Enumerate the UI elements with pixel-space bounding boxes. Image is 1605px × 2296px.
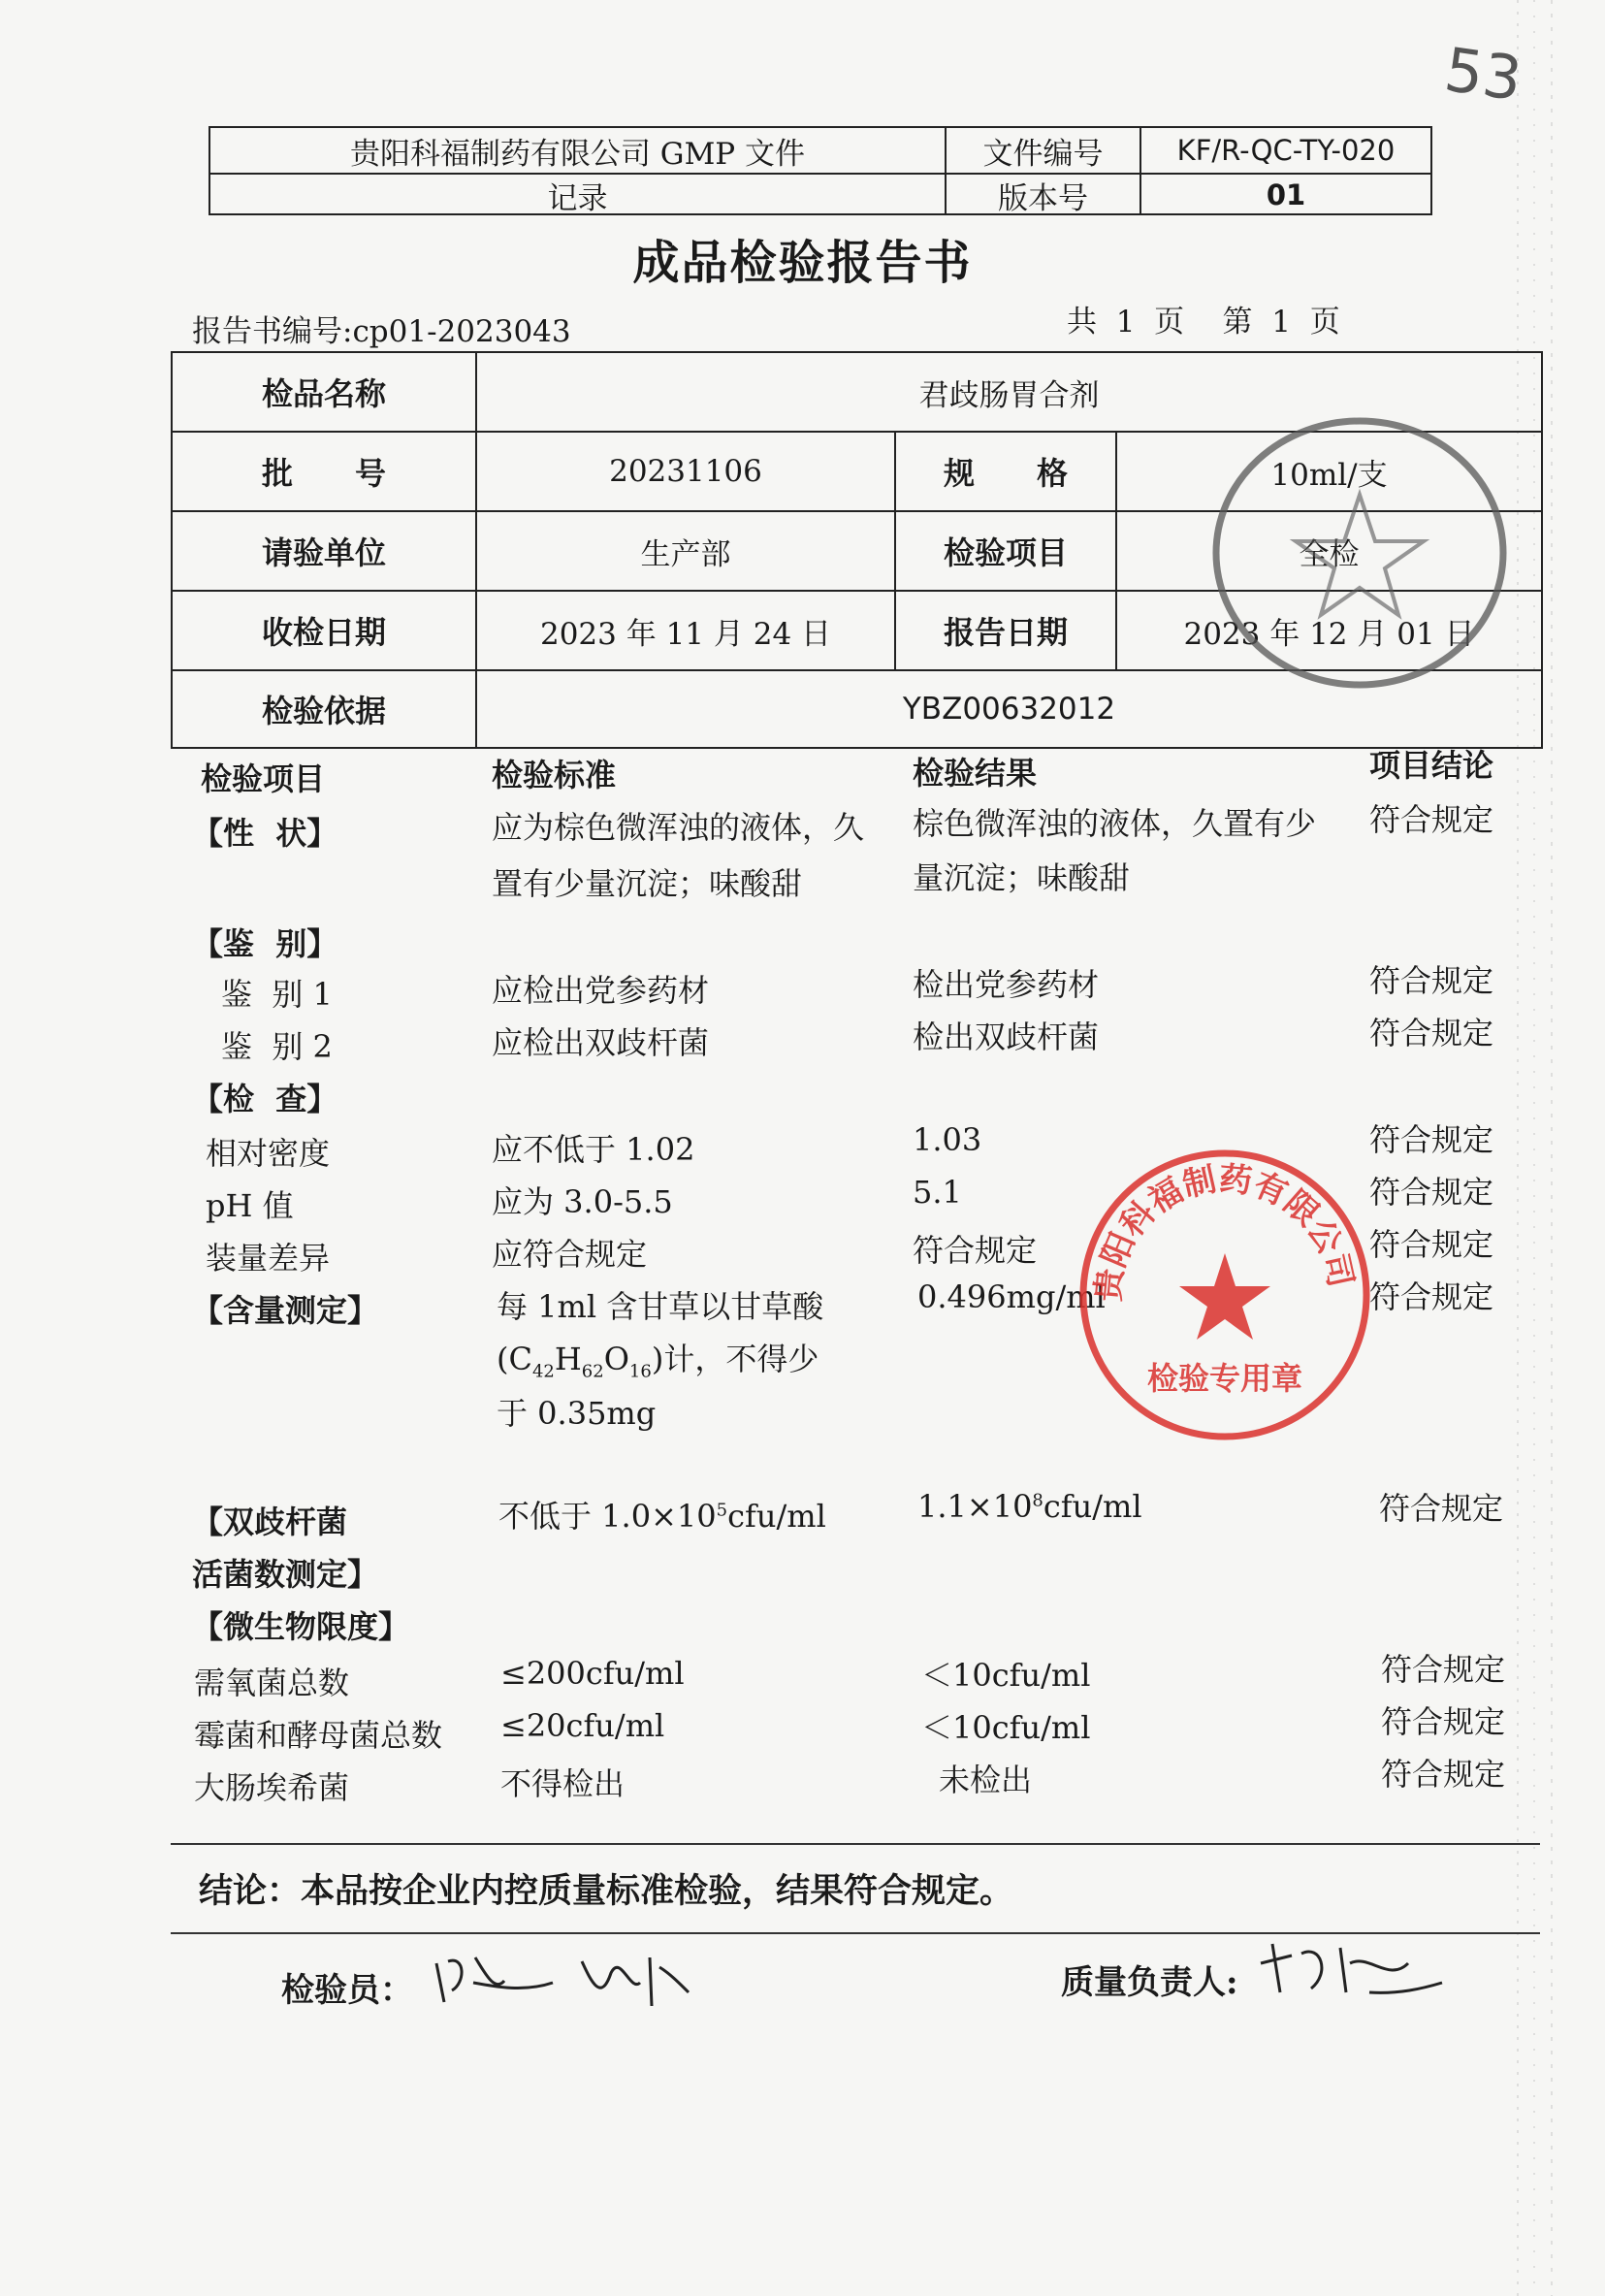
doc-no-label: 文件编号 [982,136,1104,172]
doc-type: 记录 [547,180,608,216]
fill-standard: 应符合规定 [492,1236,648,1273]
inspection-seal-red [1075,1145,1375,1445]
ecoli-label: 大肠埃希菌 [194,1769,350,1806]
report-date: 2023 年 12 月 01 日 [1183,616,1475,652]
document-header-table [209,126,1432,215]
item-value: 全检 [1299,536,1360,572]
assay-result: 0.496mg/ml [917,1278,1106,1315]
ecoli-standard: 不得检出 [500,1765,626,1802]
assay-conclusion: 符合规定 [1369,1278,1494,1315]
density-result: 1.03 [913,1121,982,1158]
svg-text:检验专用章: 检验专用章 [1146,1360,1303,1397]
bifido-label-2: 活菌数测定】 [192,1556,379,1593]
bifido-result: $1.1\times 10^8cfu/ml$ [917,1488,1142,1525]
check-label: 【检 查】 [192,1081,338,1117]
page-count: 共 1 页 第 1 页 [1067,305,1340,340]
col-standard: 检验标准 [492,757,617,793]
mold-label: 霉菌和酵母菌总数 [194,1717,443,1754]
density-standard: 应不低于 1.02 [492,1131,695,1168]
col-result: 检验结果 [913,755,1038,792]
ident1-conclusion: 符合规定 [1369,962,1494,999]
assay-label: 【含量测定】 [192,1292,379,1329]
appearance-standard-1: 应为棕色微浑浊的液体，久 [492,809,865,846]
company-name: 贵阳科福制药有限公司 GMP 文件 [349,136,806,172]
ecoli-result: 未检出 [939,1762,1033,1798]
ph-label: pH 值 [206,1187,294,1224]
density-conclusion: 符合规定 [1369,1121,1494,1158]
version-no: 01 [1266,178,1306,211]
recv-date-label: 收检日期 [261,614,386,651]
col-conclusion: 项目结论 [1369,747,1494,784]
quality-head-label: 质量负责人: [1061,1963,1238,2002]
svg-text:贵阳科福制药有限公司: 贵阳科福制药有限公司 [1089,1159,1361,1304]
assay-standard-2: $(C_{42}H_{62}O_{16})$计，不得少 [497,1341,819,1382]
appearance-conclusion: 符合规定 [1369,801,1494,838]
basis-label: 检验依据 [261,693,386,729]
handwritten-page-number: 53 [1440,33,1526,115]
product-name: 君歧肠胃合剂 [918,377,1100,413]
ident2-standard: 应检出双歧杆菌 [492,1024,710,1061]
micro-label: 【微生物限度】 [192,1608,410,1645]
appearance-result-2: 量沉淀；味酸甜 [913,859,1131,896]
doc-no: KF/R-QC-TY-020 [1176,134,1396,167]
bifido-conclusion: 符合规定 [1379,1490,1504,1527]
mold-standard: ≤20cfu/ml [500,1707,665,1744]
recv-date: 2023 年 11 月 24 日 [539,616,832,652]
aerobic-conclusion: 符合规定 [1381,1651,1506,1688]
bifido-label-1: 【双歧杆菌 [192,1504,348,1540]
ecoli-conclusion: 符合规定 [1381,1756,1506,1793]
inspector-signature [427,1944,698,2021]
mold-result: ＜10cfu/ml [921,1709,1091,1746]
report-number: 报告书编号:cp01-2023043 [192,314,571,349]
density-label: 相对密度 [206,1135,331,1172]
col-item: 检验项目 [201,760,326,797]
scan-artifact-stripe [1513,0,1590,2296]
appearance-result-1: 棕色微浑浊的液体，久置有少 [913,805,1317,842]
item-label: 检验项目 [943,534,1068,571]
ident2-conclusion: 符合规定 [1369,1015,1494,1051]
aerobic-standard: ≤200cfu/ml [500,1655,685,1692]
ident1-result: 检出党参药材 [913,966,1100,1003]
fill-label: 装量差异 [206,1240,331,1277]
dept-label: 请验单位 [261,534,386,571]
fill-conclusion: 符合规定 [1369,1226,1494,1263]
report-title: 成品检验报告书 [632,236,973,290]
aerobic-label: 需氧菌总数 [194,1665,350,1701]
ident2-result: 检出双歧杆菌 [913,1019,1100,1055]
assay-standard-1: 每 1ml 含甘草以甘草酸 [497,1288,824,1325]
batch-no: 20231106 [609,454,762,489]
company-seal-grey [1204,407,1515,698]
fill-result: 符合规定 [913,1232,1038,1269]
ph-standard: 应为 3.0-5.5 [492,1183,673,1220]
spec-value: 10ml/支 [1270,457,1388,493]
ph-result: 5.1 [913,1174,962,1211]
report-date-label: 报告日期 [943,614,1068,651]
conclusion-top-rule [171,1843,1540,1845]
inspector-label: 检验员： [281,1971,413,2010]
mold-conclusion: 符合规定 [1381,1703,1506,1740]
aerobic-result: ＜10cfu/ml [921,1657,1091,1694]
dept-value: 生产部 [640,536,731,572]
spec-label: 规 格 [943,455,1068,492]
quality-head-signature [1253,1934,1447,2012]
appearance-standard-2: 置有少量沉淀；味酸甜 [492,865,803,902]
ident2-label: 鉴 别 2 [221,1028,333,1065]
ident-label: 【鉴 别】 [192,925,338,962]
version-label: 版本号 [998,180,1088,216]
ident1-label: 鉴 别 1 [221,976,333,1013]
appearance-label: 【性 状】 [192,815,338,852]
basis-value: YBZ00632012 [902,692,1116,727]
batch-label: 批 号 [261,455,386,492]
final-conclusion: 结论：本品按企业内控质量标准检验，结果符合规定。 [199,1871,1014,1911]
product-label: 检品名称 [261,375,386,412]
assay-standard-3: 于 0.35mg [497,1395,657,1432]
ph-conclusion: 符合规定 [1369,1174,1494,1211]
ident1-standard: 应检出党参药材 [492,972,710,1009]
bifido-standard: 不低于 $1.0\times 10^5cfu/ml$ [498,1498,826,1535]
